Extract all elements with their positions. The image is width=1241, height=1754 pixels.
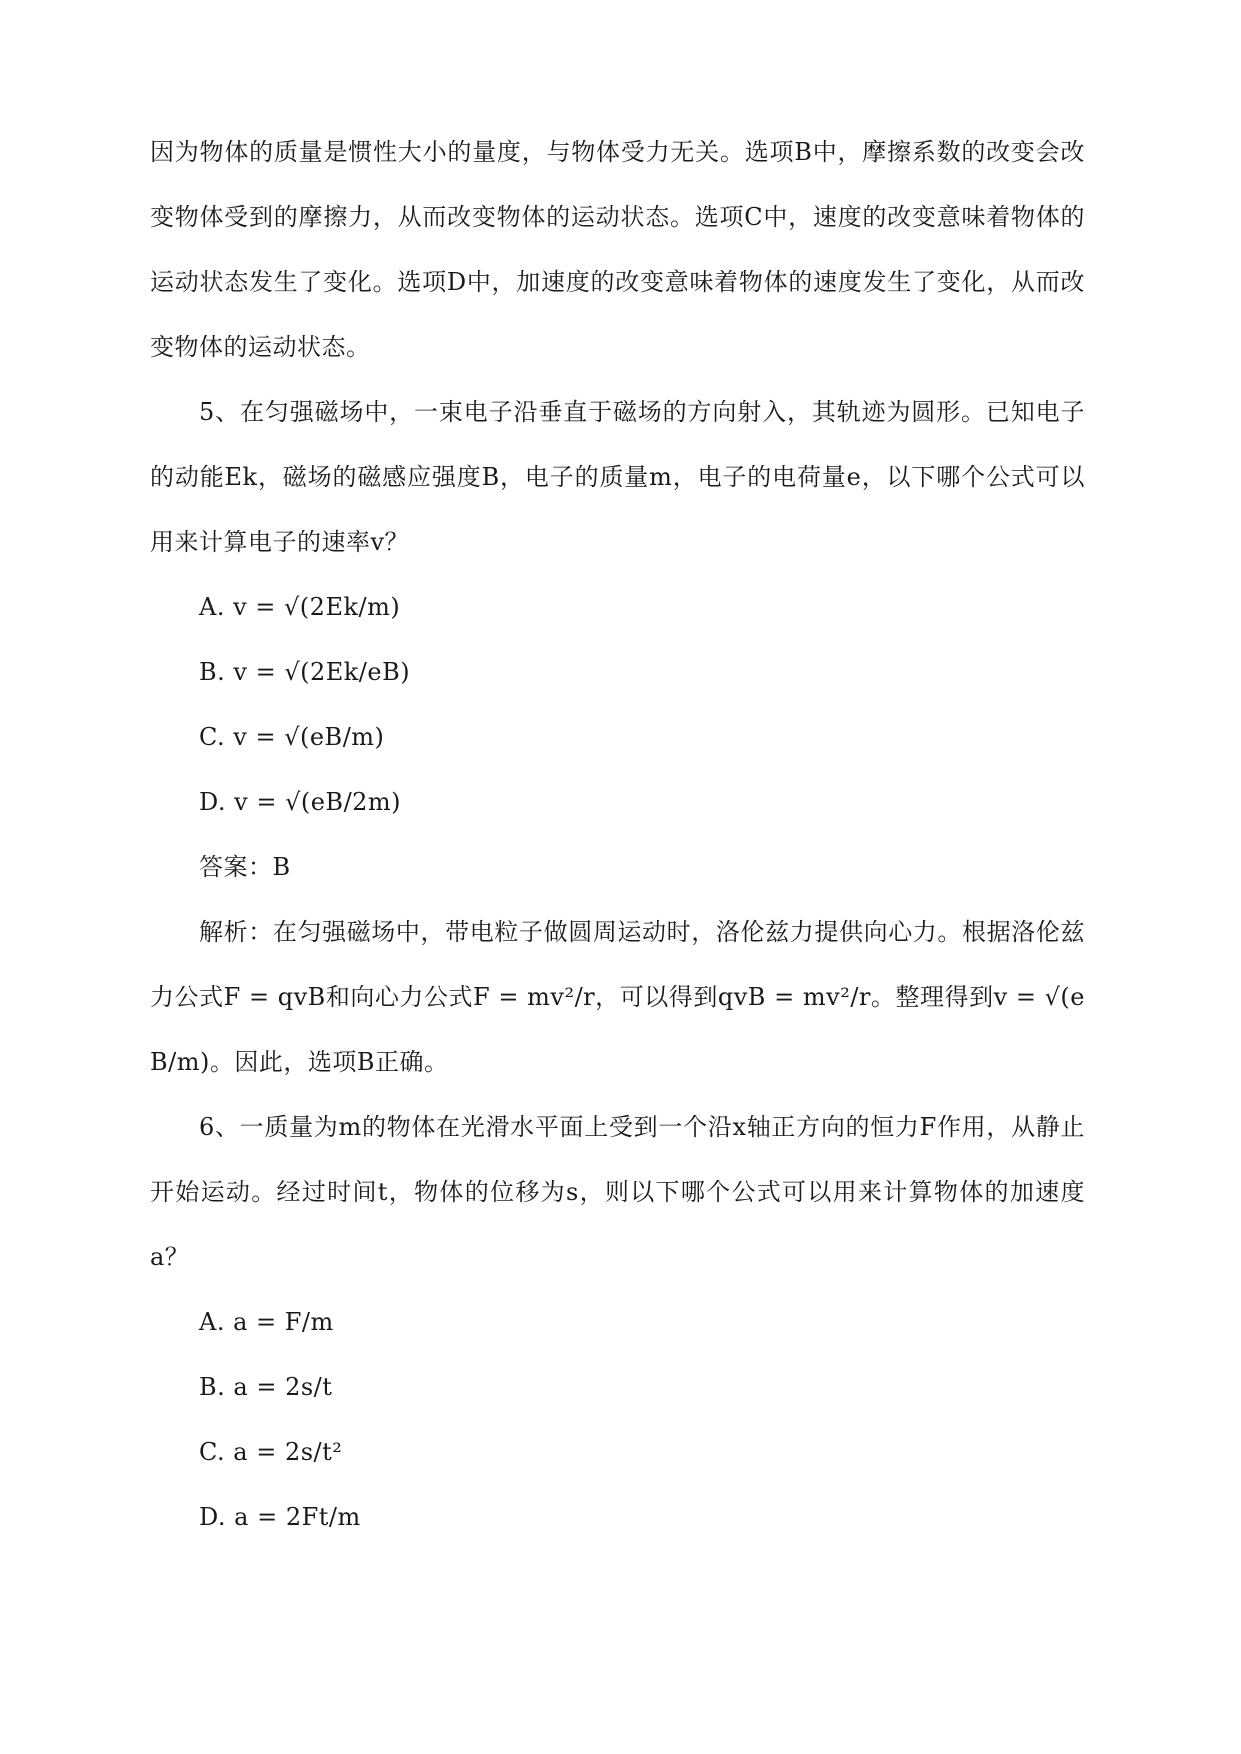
question5-answer: 答案：B (199, 853, 291, 881)
question5-analysis: 解析：在匀强磁场中，带电粒子做圆周运动时，洛伦兹力提供向心力。根据洛伦兹力公式F = qvB和向心力公式F = mv²/r，可以得到qvB = mv²/r。整理得到v = √(eB/m)。因此，选项B正确。 (150, 918, 1085, 1076)
question5-stem: 5、在匀强磁场中，一束电子沿垂直于磁场的方向射入，其轨迹为圆形。已知电子的动能Ek，磁场的磁感应强度B，电子的质量m，电子的电荷量e，以下哪个公式可以用来计算电子的速率v？ (150, 398, 1085, 556)
question6-stem: 6、一质量为m的物体在光滑水平面上受到一个沿x轴正方向的恒力F作用，从静止开始运动。经过时间t，物体的位移为s，则以下哪个公式可以用来计算物体的加速度a？ (150, 1113, 1085, 1271)
question6-option-a: A. a = F/m (199, 1308, 334, 1336)
question5-option-a: A. v = √(2Ek/m) (199, 593, 401, 621)
question5-option-c: C. v = √(eB/m) (199, 723, 385, 751)
question6-option-b: B. a = 2s/t (199, 1373, 333, 1401)
question5-option-d: D. v = √(eB/2m) (199, 788, 402, 816)
question5-option-b: B. v = √(2Ek/eB) (199, 658, 411, 686)
intro-paragraph: 因为物体的质量是惯性大小的量度，与物体受力无关。选项B中，摩擦系数的改变会改变物体受到的摩擦力，从而改变物体的运动状态。选项C中，速度的改变意味着物体的运动状态发生了变化。选项D中，加速度的改变意味着物体的速度发生了变化，从而改变物体的运动状态。 (150, 138, 1085, 361)
question6-option-d: D. a = 2Ft/m (199, 1503, 361, 1531)
question6-option-c: C. a = 2s/t² (199, 1438, 343, 1466)
